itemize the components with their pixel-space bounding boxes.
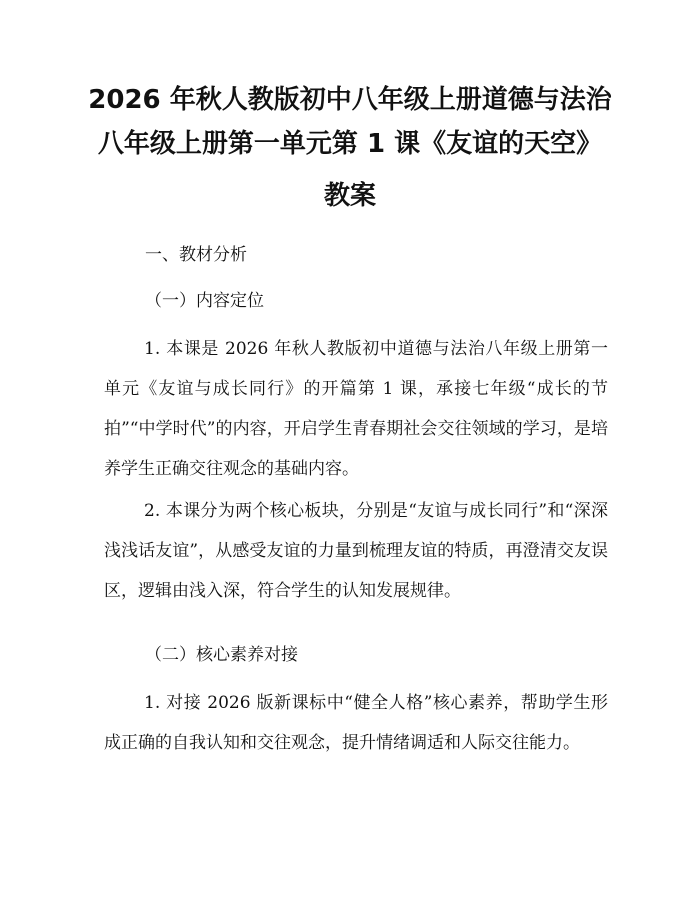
title-line-1: 2026 年秋人教版初中八年级上册道德与法治 [88,85,612,115]
section-heading-teaching-material-analysis: 一、教材分析 [145,245,247,265]
paragraph-item-2: 2. 本课分为两个核心板块，分别是“友谊与成长同行”和“深深浅浅话友谊”，从感受友谊的力量到梳理友谊的特质，再澄清交友误区，逻辑由浅入深，符合学生的认知发展规律。 [104,501,608,601]
title-line-2: 八年级上册第一单元第 1 课《友谊的天空》 [97,129,603,159]
paragraph-item-1: 1. 本课是 2026 年秋人教版初中道德与法治八年级上册第一单元《友谊与成长同行》的开篇第 1 课，承接七年级“成长的节拍”“中学时代”的内容，开启学生青春期社会交往领域的学习，是培养学生正确交往观念的基础内容。 [104,339,608,479]
paragraph-core-competency-item-1: 1. 对接 2026 版新课标中“健全人格”核心素养，帮助学生形成正确的自我认知和交往观念，提升情绪调适和人际交往能力。 [104,693,608,753]
subsection-heading-core-competency: （二）核心素养对接 [145,645,298,665]
subsection-heading-content-positioning: （一）内容定位 [145,291,264,311]
title-line-3: 教案 [323,181,376,211]
